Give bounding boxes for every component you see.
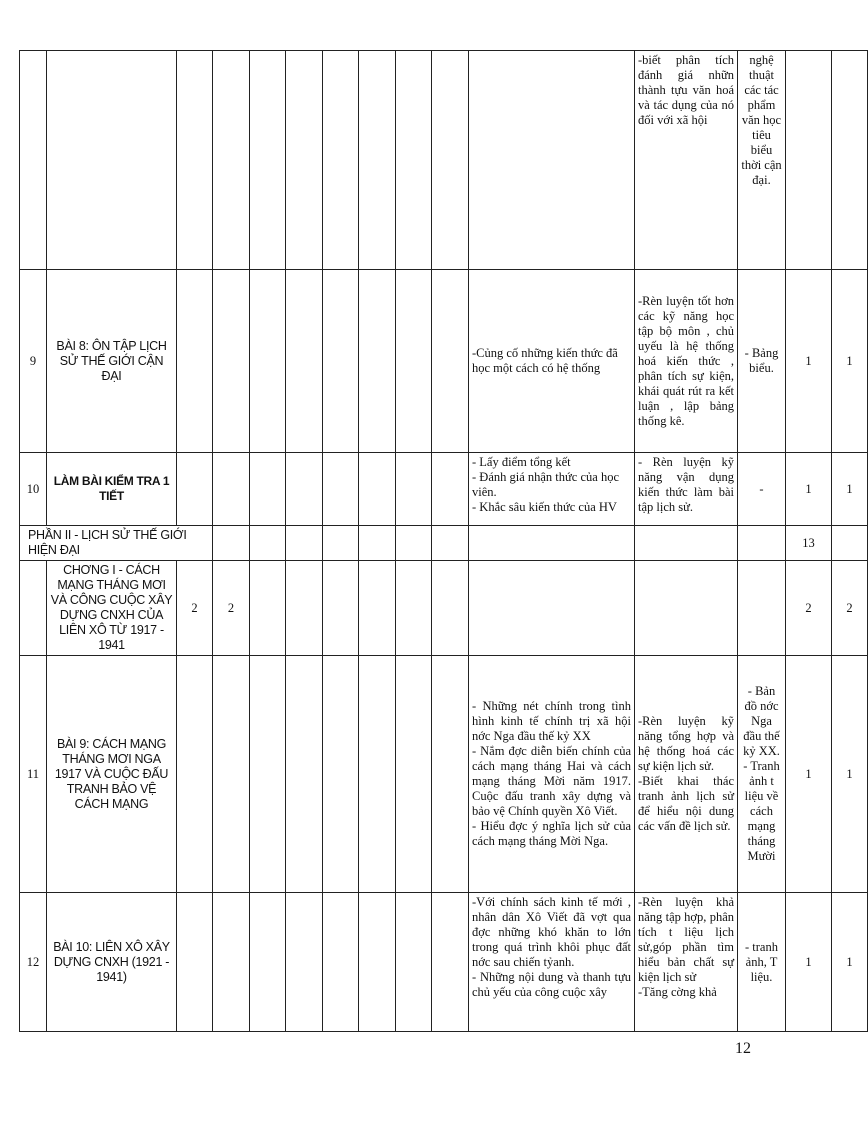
periods-theory: 2 bbox=[832, 561, 868, 656]
lesson-title: BÀI 10: LIÊN XÔ XÂY DỰNG CNXH (1921 - 1941) bbox=[47, 893, 177, 1032]
table-row bbox=[20, 453, 868, 526]
section-title: PHẦN II - LỊCH SỬ THẾ GIỚI HIỆN ĐẠI bbox=[20, 526, 213, 561]
periods-theory bbox=[832, 526, 868, 561]
empty-cell bbox=[177, 656, 213, 893]
lesson-title: BÀI 9: CÁCH MẠNG THÁNG MƠI NGA 1917 VÀ CUỘC ĐẤU TRANH BẢO VỆ CÁCH MẠNG bbox=[47, 656, 177, 893]
objective-knowledge: -Củng cố những kiến thức đã học một cách có hệ thống bbox=[469, 270, 635, 453]
page-number: 12 bbox=[735, 1040, 751, 1057]
empty-cell bbox=[396, 561, 432, 656]
empty-cell bbox=[286, 526, 323, 561]
section-row bbox=[20, 526, 868, 561]
teaching-aids: - Bản đồ nớc Nga đầu thế kỷ XX. - Tranh ảnh t liệu về cách mạng tháng Mười bbox=[738, 656, 786, 893]
chapter-row bbox=[20, 561, 868, 656]
empty-cell bbox=[250, 51, 286, 270]
empty-cell bbox=[432, 656, 469, 893]
lesson-number: 10 bbox=[20, 453, 47, 526]
empty-cell bbox=[286, 561, 323, 656]
empty-cell bbox=[286, 270, 323, 453]
objective-skill: -biết phân tích đánh giá nhữn thành tựu văn hoá và tác dụng của nó đối với xã hội bbox=[635, 51, 738, 270]
empty-cell bbox=[396, 453, 432, 526]
empty-cell bbox=[469, 561, 635, 656]
objective-skill: -Rèn luyện kỹ năng tổng hợp và hệ thống hoá các sự kiện lịch sử. -Biết khai thác tranh ảnh lịch sử để hiểu nội dung các vấn đề lịch sử. bbox=[635, 656, 738, 893]
empty-cell bbox=[213, 270, 250, 453]
empty-cell bbox=[432, 51, 469, 270]
empty-cell bbox=[635, 526, 738, 561]
empty-cell bbox=[323, 526, 359, 561]
empty-cell bbox=[213, 893, 250, 1032]
lesson-number bbox=[20, 51, 47, 270]
objective-skill: -Rèn luyện khả năng tập hợp, phân tích t liệu lịch sử,góp phần tìm hiểu bản chất sự kiện lịch sử -Tăng cờng khả bbox=[635, 893, 738, 1032]
empty-cell bbox=[323, 453, 359, 526]
empty-cell bbox=[213, 51, 250, 270]
empty-cell bbox=[286, 453, 323, 526]
periods-total: 1 bbox=[786, 453, 832, 526]
empty-cell bbox=[250, 893, 286, 1032]
lesson-title: BÀI 8: ÔN TẬP LỊCH SỬ THẾ GIỚI CẬN ĐẠI bbox=[47, 270, 177, 453]
empty-cell bbox=[286, 893, 323, 1032]
empty-cell bbox=[396, 526, 432, 561]
table-row bbox=[20, 893, 868, 1032]
empty-cell bbox=[177, 51, 213, 270]
periods-theory: 1 bbox=[832, 453, 868, 526]
objective-knowledge: - Lấy điểm tổng kết - Đánh giá nhận thức của học viên. - Khắc sâu kiến thức của HV bbox=[469, 453, 635, 526]
empty-cell bbox=[469, 526, 635, 561]
empty-cell bbox=[432, 453, 469, 526]
empty-cell bbox=[432, 561, 469, 656]
periods-total: 1 bbox=[786, 893, 832, 1032]
lesson-number: 12 bbox=[20, 893, 47, 1032]
objective-knowledge bbox=[469, 51, 635, 270]
lesson-title bbox=[47, 51, 177, 270]
empty-cell bbox=[359, 51, 396, 270]
empty-cell bbox=[359, 526, 396, 561]
teaching-aids: nghệ thuật các tác phẩm văn học tiêu biểu thời cận đại. bbox=[738, 51, 786, 270]
empty-cell bbox=[323, 270, 359, 453]
empty-cell bbox=[432, 893, 469, 1032]
periods-theory: 1 bbox=[832, 270, 868, 453]
empty-cell bbox=[177, 270, 213, 453]
empty-cell bbox=[359, 561, 396, 656]
empty-cell bbox=[359, 656, 396, 893]
empty-cell bbox=[250, 656, 286, 893]
empty-cell bbox=[213, 656, 250, 893]
empty-cell bbox=[286, 656, 323, 893]
empty-cell bbox=[250, 270, 286, 453]
empty-cell bbox=[359, 893, 396, 1032]
empty-cell bbox=[738, 561, 786, 656]
chapter-count-2: 2 bbox=[213, 561, 250, 656]
empty-cell bbox=[359, 453, 396, 526]
periods-theory: 1 bbox=[832, 656, 868, 893]
table-row bbox=[20, 270, 868, 453]
empty-cell bbox=[323, 656, 359, 893]
objective-knowledge: -Với chính sách kinh tế mới , nhân dân Xô Viết đã vợt qua đợc những khó khăn to lớn trong quá trình khôi phục đất nớc sau chiến tỷanh. - Những nội dung và thanh tựu chủ yếu của công cuộc xây bbox=[469, 893, 635, 1032]
chapter-count-1: 2 bbox=[177, 561, 213, 656]
empty-cell bbox=[177, 453, 213, 526]
empty-cell bbox=[213, 453, 250, 526]
periods-total: 1 bbox=[786, 270, 832, 453]
empty-cell bbox=[323, 893, 359, 1032]
teaching-aids: - bbox=[738, 453, 786, 526]
empty-cell bbox=[286, 51, 323, 270]
empty-cell bbox=[323, 51, 359, 270]
empty-cell bbox=[396, 656, 432, 893]
lesson-plan-table bbox=[19, 50, 868, 1032]
periods-total: 1 bbox=[786, 656, 832, 893]
teaching-aids: - tranh ảnh, T liệu. bbox=[738, 893, 786, 1032]
periods-total: 13 bbox=[786, 526, 832, 561]
objective-skill: - Rèn luyện kỹ năng vận dụng kiến thức làm bài tập lịch sử. bbox=[635, 453, 738, 526]
empty-cell bbox=[359, 270, 396, 453]
empty-cell bbox=[250, 526, 286, 561]
empty-cell bbox=[20, 561, 47, 656]
empty-cell bbox=[323, 561, 359, 656]
objective-skill: -Rèn luyện tốt hơn các kỹ năng học tập bộ môn , chủ uyếu là hệ thống hoá kiến thức , phân tích sự kiện, khái quát rút ra kết luận , lập bảng thống kê. bbox=[635, 270, 738, 453]
empty-cell bbox=[396, 51, 432, 270]
lesson-title: LÀM BÀI KIỂM TRA 1 TIẾT bbox=[47, 453, 177, 526]
empty-cell bbox=[432, 270, 469, 453]
periods-total bbox=[786, 51, 832, 270]
empty-cell bbox=[635, 561, 738, 656]
teaching-aids: - Bảng biểu. bbox=[738, 270, 786, 453]
empty-cell bbox=[738, 526, 786, 561]
table-row bbox=[20, 656, 868, 893]
empty-cell bbox=[177, 893, 213, 1032]
periods-total: 2 bbox=[786, 561, 832, 656]
chapter-title: CHƠNG I - CÁCH MẠNG THÁNG MƠI VÀ CÔNG CUỘC XÂY DỰNG CNXH CỦA LIÊN XÔ TỪ 1917 - 1941 bbox=[47, 561, 177, 656]
empty-cell bbox=[432, 526, 469, 561]
empty-cell bbox=[396, 893, 432, 1032]
table-row bbox=[20, 51, 868, 270]
empty-cell bbox=[396, 270, 432, 453]
periods-theory: 1 bbox=[832, 893, 868, 1032]
empty-cell bbox=[250, 453, 286, 526]
empty-cell bbox=[250, 561, 286, 656]
lesson-number: 9 bbox=[20, 270, 47, 453]
lesson-number: 11 bbox=[20, 656, 47, 893]
periods-theory bbox=[832, 51, 868, 270]
empty-cell bbox=[213, 526, 250, 561]
objective-knowledge: - Những nét chính trong tình hình kinh tế chính trị xã hội nớc Nga đầu thế kỷ XX - Nắm đợc diễn biến chính của cách mạng tháng Hai và cách mạng tháng Mời năm 1917. Cuộc đấu tranh xây dựng và bảo vệ Chính quyền Xô Viết. - Hiểu đợc ý nghĩa lịch sử của cách mạng tháng Mời Nga. bbox=[469, 656, 635, 893]
